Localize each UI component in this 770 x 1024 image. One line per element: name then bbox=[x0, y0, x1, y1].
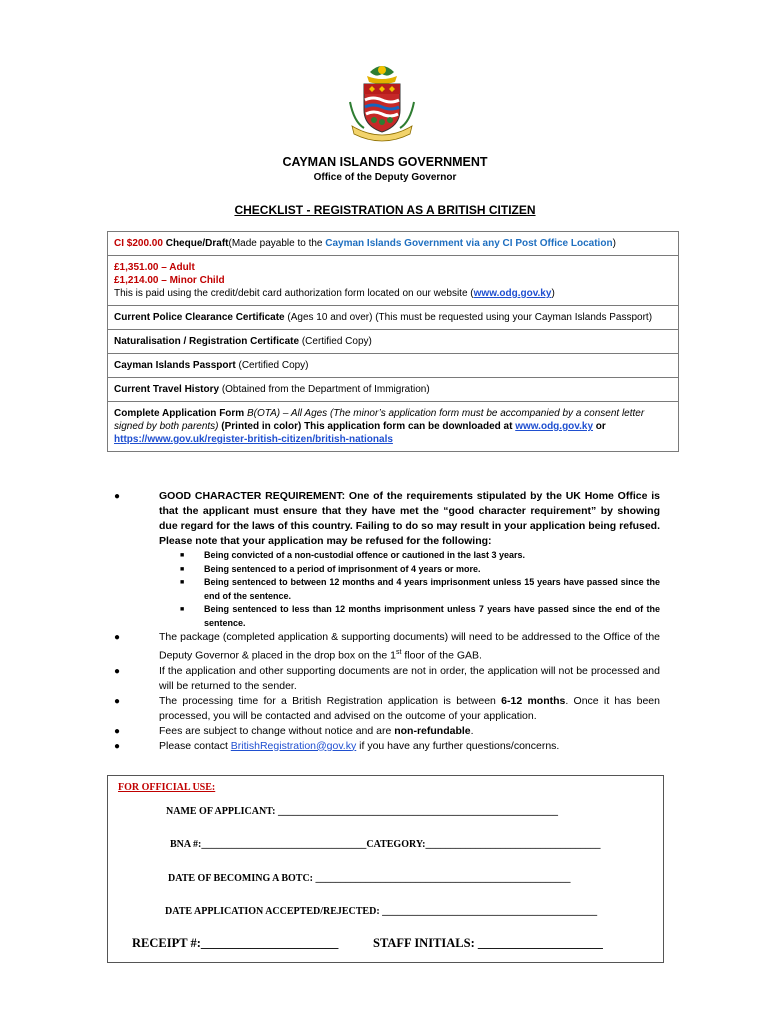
bullet-icon: ● bbox=[114, 491, 121, 502]
item-text: ) bbox=[612, 238, 616, 249]
item-text: Fees are subject to change without notice and are bbox=[159, 724, 395, 737]
list-item bbox=[112, 489, 660, 549]
superscript: st bbox=[395, 649, 402, 656]
checklist-row bbox=[108, 354, 679, 378]
fee-amount: CI $200.00 bbox=[114, 238, 163, 249]
item-text: ) bbox=[551, 288, 555, 299]
item-label: Naturalisation / Registration Certificate bbox=[114, 336, 300, 347]
website-link[interactable]: www.odg.gov.ky bbox=[473, 288, 552, 299]
item-text: . bbox=[470, 724, 474, 737]
square-bullet-icon: ■ bbox=[180, 565, 185, 573]
item-text: If the application and other supporting documents are not in order, the application will not be processed and will be returned to the sender. bbox=[159, 664, 660, 692]
list-item bbox=[112, 630, 660, 664]
item-label: Complete Application Form bbox=[114, 408, 245, 419]
item-text: if you have any further questions/concerns. bbox=[356, 739, 560, 752]
bullet-icon: ● bbox=[114, 740, 121, 752]
item-text: The processing time for a British Registration application is between bbox=[159, 694, 502, 707]
sub-item-text: Being sentenced to a period of imprisonment of 4 years or more. bbox=[204, 563, 481, 574]
item-text: (Obtained from the Department of Immigration) bbox=[219, 384, 430, 395]
form-note: B(OTA) – All Ages (The minor’s application form must be accompanied by a consent letter signed by both parents) bbox=[114, 408, 645, 432]
requirements-list bbox=[112, 489, 660, 754]
official-use-title: FOR OFFICIAL USE: bbox=[118, 782, 216, 793]
bullet-icon: ● bbox=[114, 695, 121, 707]
item-label: Cheque/Draft bbox=[165, 238, 229, 249]
minor-fee: £1,214.00 – Minor Child bbox=[114, 275, 225, 286]
item-text: (Ages 10 and over) (This must be requested using your Cayman Islands Passport) bbox=[284, 312, 653, 323]
checklist-table bbox=[107, 231, 679, 452]
website-link[interactable]: www.odg.gov.ky bbox=[515, 421, 594, 432]
non-refundable: non-refundable bbox=[394, 724, 471, 737]
list-item bbox=[112, 694, 660, 724]
item-text: Please contact bbox=[159, 739, 231, 752]
office-name: Office of the Deputy Governor bbox=[313, 172, 457, 183]
official-use-box bbox=[107, 775, 664, 963]
item-text: (Certified Copy) bbox=[235, 360, 309, 371]
staff-initials-field[interactable]: STAFF INITIALS: ____________________ bbox=[373, 936, 603, 950]
sub-item bbox=[112, 563, 660, 577]
adult-fee: £1,351.00 – Adult bbox=[114, 262, 195, 273]
list-item bbox=[112, 664, 660, 694]
or-text: or bbox=[593, 421, 606, 432]
bullet-icon: ● bbox=[114, 632, 121, 643]
good-character-text: GOOD CHARACTER REQUIREMENT: One of the requirements stipulated by the UK Home Office is that the applicant must ensure that they have met the “good character requirement” by showing due regard for the laws of this country. Failing to do so may result in your application being refused. Please note that your application may be refused for the following: bbox=[159, 490, 660, 547]
checklist-row bbox=[108, 330, 679, 354]
bullet-icon: ● bbox=[114, 725, 121, 737]
checklist-row bbox=[108, 378, 679, 402]
list-item bbox=[112, 739, 660, 754]
government-name: CAYMAN ISLANDS GOVERNMENT bbox=[282, 155, 488, 169]
sub-item bbox=[112, 549, 660, 563]
item-text: floor of the GAB. bbox=[401, 649, 482, 662]
item-label: Current Travel History bbox=[114, 384, 220, 395]
gov-uk-link[interactable]: https://www.gov.uk/register-british-citizen/british-nationals bbox=[114, 434, 393, 445]
bullet-icon: ● bbox=[114, 665, 121, 677]
item-label: Current Police Clearance Certificate bbox=[114, 312, 285, 323]
contact-email-link[interactable]: BritishRegistration@gov.ky bbox=[230, 739, 357, 752]
date-botc-field[interactable]: DATE OF BECOMING A BOTC: ___________________________________________________ bbox=[168, 873, 571, 884]
payee: Cayman Islands Government via any CI Post Office Location bbox=[325, 238, 613, 249]
sub-item bbox=[112, 603, 660, 630]
processing-time: 6-12 months bbox=[501, 694, 566, 707]
checklist-row bbox=[108, 402, 679, 452]
page-title: CHECKLIST - REGISTRATION AS A BRITISH CITIZEN bbox=[234, 203, 536, 217]
sub-item bbox=[112, 576, 660, 603]
applicant-name-field[interactable]: NAME OF APPLICANT: ________________________________________________________ bbox=[166, 806, 558, 817]
bna-category-field[interactable]: BNA #:_________________________________CATEGORY:___________________________________ bbox=[170, 839, 601, 850]
list-item bbox=[112, 724, 660, 739]
receipt-field[interactable]: RECEIPT #:______________________ bbox=[132, 936, 339, 950]
square-bullet-icon: ■ bbox=[180, 606, 185, 613]
date-accepted-field[interactable]: DATE APPLICATION ACCEPTED/REJECTED: ___________________________________________ bbox=[165, 906, 598, 917]
download-note: (Printed in color) This application form can be downloaded at bbox=[218, 421, 516, 432]
item-text: . Once it has been processed, you will be contacted and advised on the outcome of your application. bbox=[159, 694, 660, 722]
sub-item-text: Being sentenced to less than 12 months imprisonment unless 7 years have passed since the end of the sentence. bbox=[204, 604, 660, 628]
coat-of-arms-icon bbox=[332, 62, 432, 144]
checklist-row bbox=[108, 306, 679, 330]
item-label: Cayman Islands Passport bbox=[114, 360, 236, 371]
item-text: This is paid using the credit/debit card authorization form located on our website ( bbox=[114, 288, 474, 299]
item-text: (Certified Copy) bbox=[299, 336, 372, 347]
checklist-row bbox=[108, 232, 679, 256]
item-text: (Made payable to the bbox=[228, 238, 326, 249]
sub-item-text: Being sentenced to between 12 months and 4 years imprisonment unless 15 years have passed since the end of the sentence. bbox=[204, 577, 660, 601]
square-bullet-icon: ■ bbox=[180, 552, 185, 559]
checklist-row bbox=[108, 256, 679, 306]
sub-item-text: Being convicted of a non-custodial offence or cautioned in the last 3 years. bbox=[204, 550, 526, 560]
square-bullet-icon: ■ bbox=[180, 579, 185, 586]
item-text: The package (completed application & supporting documents) will need to be addressed to the Office of the Deputy Governor & placed in the drop box on the 1 bbox=[159, 631, 660, 662]
